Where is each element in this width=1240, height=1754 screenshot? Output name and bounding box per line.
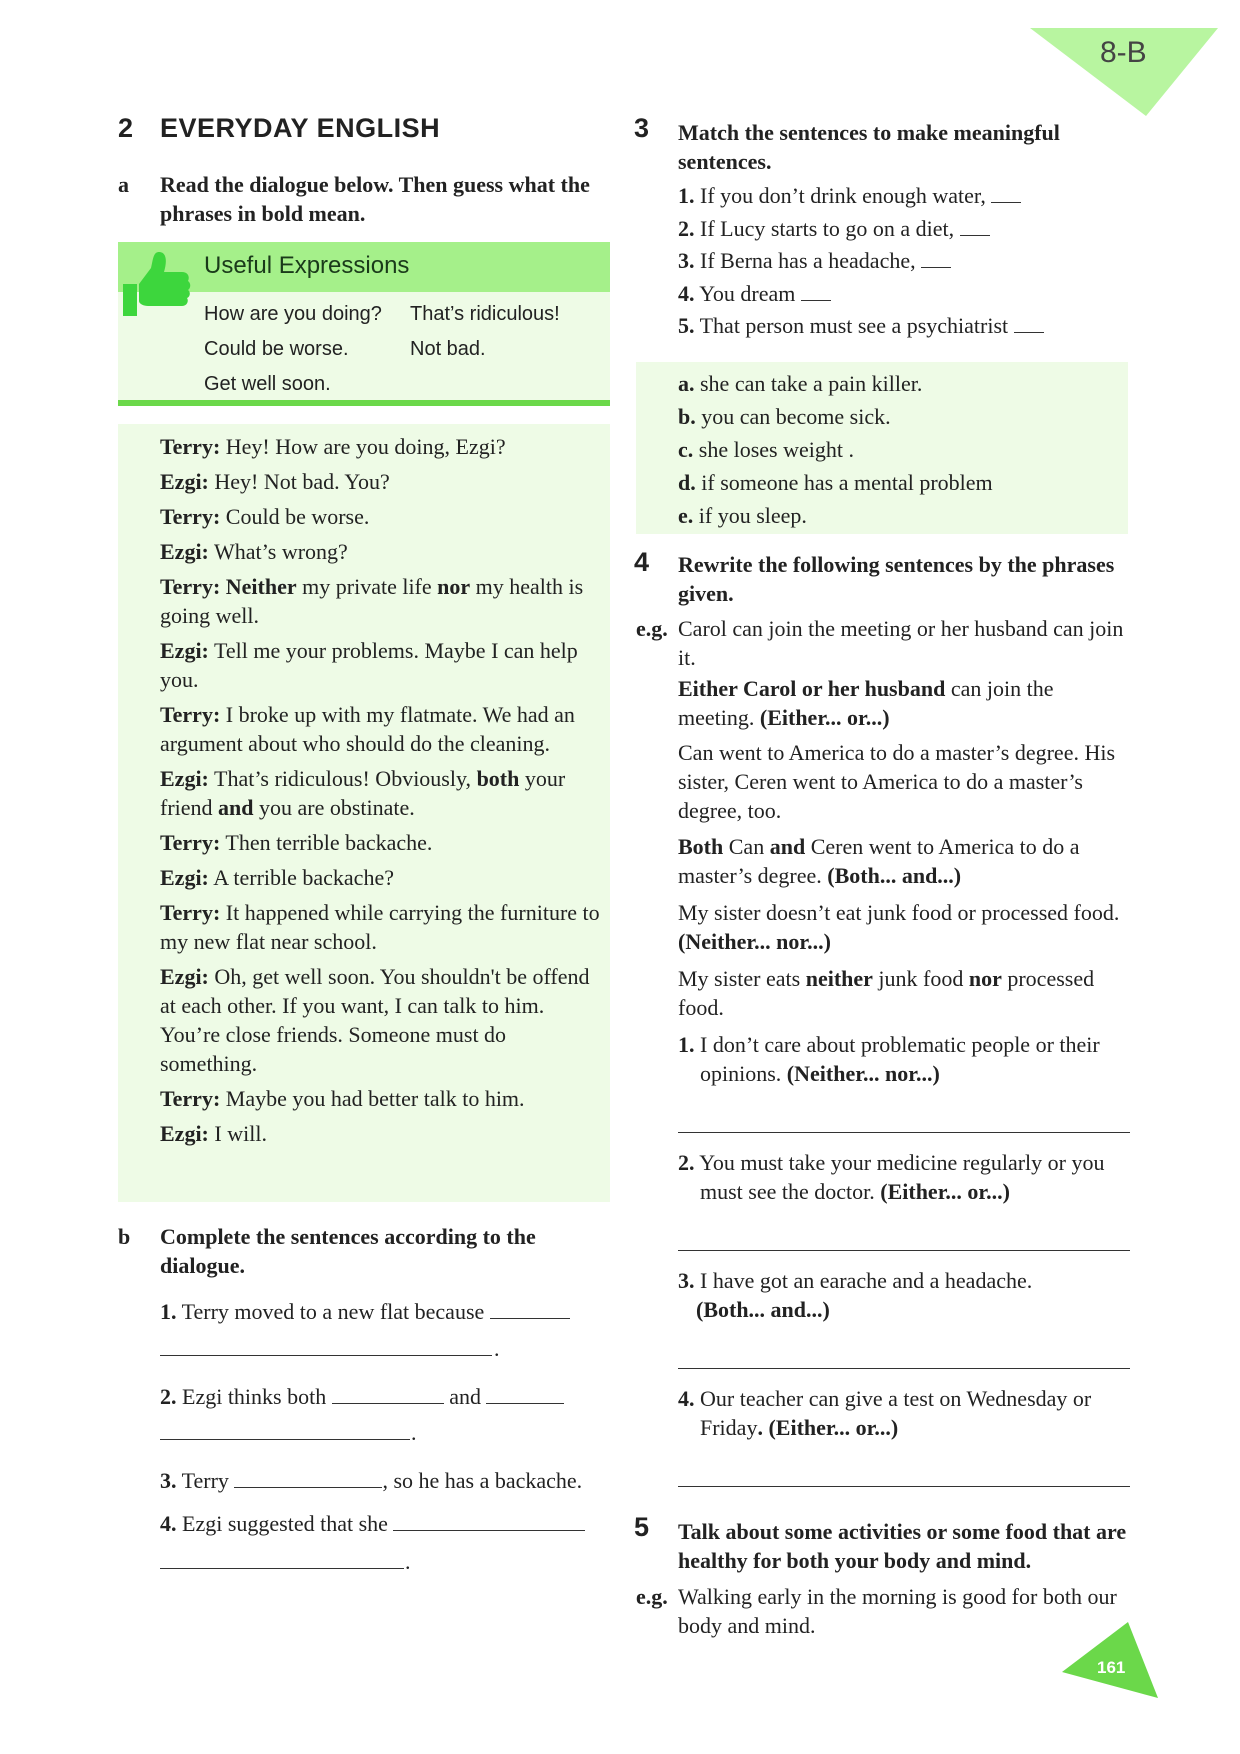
b-item-1-text: Terry moved to a new flat because bbox=[181, 1299, 485, 1324]
eg-answer-bold: Either Carol or her husband bbox=[678, 676, 946, 701]
expression-3: Could be worse. bbox=[204, 338, 349, 360]
section5-number: 5 bbox=[634, 1512, 650, 1542]
match-item-number: 3. bbox=[678, 248, 695, 273]
b-item-4-number: 4. bbox=[160, 1511, 177, 1536]
dialogue-line bbox=[160, 1119, 600, 1148]
ex3-a5: processed food. bbox=[678, 966, 1095, 1020]
s4-item-2-number: 2. bbox=[678, 1150, 695, 1175]
section5-eg-text: Walking early in the morning is good for both our body and mind. bbox=[678, 1584, 1117, 1638]
dialogue-text: Then terrible backache. bbox=[225, 830, 433, 855]
b-item-4 bbox=[160, 1509, 610, 1538]
match-item-text: That person must see a psychiatrist bbox=[699, 313, 1009, 338]
dialogue-speaker: Terry: bbox=[160, 574, 221, 599]
b-item-1-number: 1. bbox=[160, 1299, 177, 1324]
expression-5: Get well soon. bbox=[204, 373, 331, 395]
section4-example3-answer bbox=[678, 964, 1128, 1022]
b-item-1-period: . bbox=[494, 1336, 500, 1361]
dialogue-text: Tell me your problems. Maybe I can help you. bbox=[160, 638, 578, 692]
ex2-both: Both bbox=[678, 834, 724, 859]
dialogue-line bbox=[160, 467, 600, 496]
s4-item-3 bbox=[678, 1266, 1106, 1324]
dialogue-text: my health is going well. bbox=[160, 574, 584, 628]
s4-item-3-answer-line[interactable] bbox=[678, 1368, 1130, 1369]
s4-item-3-hint: (Both... and...) bbox=[696, 1297, 830, 1322]
dialogue-speaker: Ezgi: bbox=[160, 1121, 209, 1146]
eg-answer-hint: (Either... or...) bbox=[759, 705, 890, 730]
section3-items bbox=[678, 181, 1128, 344]
section3-number: 3 bbox=[634, 113, 650, 143]
s4-item-4-answer-line[interactable] bbox=[678, 1486, 1130, 1487]
b-item-4-blank-line2[interactable] bbox=[160, 1568, 404, 1569]
dialogue-speaker: Terry: bbox=[160, 1086, 221, 1111]
match-option-text: if someone has a mental problem bbox=[701, 470, 993, 495]
match-option-text: if you sleep. bbox=[698, 503, 807, 528]
dialogue-text: I broke up with my flatmate. We had an argument about who should do the cleaning. bbox=[160, 702, 575, 756]
ex2-can: Can bbox=[723, 834, 770, 859]
section4-instruction: Rewrite the following sentences by the phrases given. bbox=[678, 552, 1115, 606]
s4-item-4-text: Our teacher can give a test on Wednesday or Friday bbox=[700, 1386, 1092, 1440]
b-item-3-blank[interactable] bbox=[234, 1469, 382, 1488]
match-option bbox=[678, 435, 1118, 468]
match-item bbox=[678, 214, 1128, 247]
section2-title: EVERYDAY ENGLISH bbox=[160, 113, 441, 143]
match-item bbox=[678, 181, 1128, 214]
part-a-instruction: Read the dialogue below. Then guess what the phrases in bold mean. bbox=[160, 172, 590, 226]
s4-item-2-answer-line[interactable] bbox=[678, 1250, 1130, 1251]
dialogue-line bbox=[160, 764, 600, 822]
dialogue-text: Hey! How are you doing, Ezgi? bbox=[225, 434, 506, 459]
b-item-3-number: 3. bbox=[160, 1468, 177, 1493]
thumbs-up-icon bbox=[117, 250, 191, 324]
dialogue-text: I will. bbox=[214, 1121, 267, 1146]
match-option-letter: d. bbox=[678, 470, 696, 495]
dialogue-bold-phrase: both bbox=[476, 766, 520, 791]
section4-number: 4 bbox=[634, 547, 650, 577]
ex3-hint: (Neither... nor...) bbox=[678, 929, 831, 954]
s4-item-2-hint: (Either... or...) bbox=[880, 1179, 1011, 1204]
dialogue-bold-phrase: and bbox=[218, 795, 254, 820]
expression-2: That’s ridiculous! bbox=[410, 303, 560, 325]
ex2-and: and bbox=[769, 834, 806, 859]
s4-item-3-text: I have got an earache and a headache. bbox=[700, 1268, 1033, 1293]
dialogue bbox=[160, 432, 600, 1154]
s4-item-4-hint: . (Either... or...) bbox=[757, 1415, 899, 1440]
match-option-text: she can take a pain killer. bbox=[700, 371, 923, 396]
match-item-text: You dream bbox=[699, 280, 796, 306]
b-item-4-text: Ezgi suggested that she bbox=[182, 1511, 388, 1536]
dialogue-text: Maybe you had better talk to him. bbox=[225, 1086, 525, 1111]
match-option-text: she loses weight . bbox=[698, 437, 854, 462]
dialogue-line bbox=[160, 828, 600, 857]
dialogue-text: Oh, get well soon. You shouldn't be offend at each other. If you want, I can talk to him. You’re close friends. Someone must do something. bbox=[160, 964, 590, 1076]
section5-instruction: Talk about some activities or some food that are healthy for both your body and mind. bbox=[678, 1519, 1127, 1573]
s4-item-1-answer-line[interactable] bbox=[678, 1132, 1130, 1133]
expression-4: Not bad. bbox=[410, 338, 486, 360]
part-a-letter: a bbox=[118, 172, 129, 197]
dialogue-line bbox=[160, 898, 600, 956]
dialogue-speaker: Ezgi: bbox=[160, 766, 209, 791]
b-item-2 bbox=[160, 1382, 610, 1411]
dialogue-speaker: Terry: bbox=[160, 434, 221, 459]
match-item bbox=[678, 279, 1128, 312]
match-item-blank[interactable] bbox=[991, 184, 1021, 203]
match-item-blank[interactable] bbox=[1014, 314, 1044, 333]
match-item-blank[interactable] bbox=[801, 282, 831, 301]
b-item-2-blank-line2[interactable] bbox=[160, 1439, 410, 1440]
match-option bbox=[678, 402, 1118, 435]
match-option bbox=[678, 468, 1118, 501]
match-option-text: you can become sick. bbox=[701, 404, 891, 429]
dialogue-speaker: Ezgi: bbox=[160, 539, 209, 564]
match-item-number: 1. bbox=[678, 183, 695, 208]
unit-tab-label: 8-B bbox=[1100, 36, 1147, 69]
part-b-instruction: Complete the sentences according to the dialogue. bbox=[160, 1224, 536, 1278]
s4-item-4-number: 4. bbox=[678, 1386, 695, 1411]
dialogue-text: What’s wrong? bbox=[214, 539, 348, 564]
b-item-2-text1: Ezgi thinks both bbox=[182, 1384, 327, 1409]
useful-expressions-bottom-bar bbox=[118, 400, 610, 406]
section3-instruction: Match the sentences to make meaningful sentences. bbox=[678, 120, 1060, 174]
ex3-nor: nor bbox=[968, 966, 1002, 991]
b-item-1 bbox=[160, 1297, 610, 1326]
dialogue-speaker: Ezgi: bbox=[160, 964, 209, 989]
match-item-text: If Berna has a headache, bbox=[700, 248, 916, 273]
s4-item-1-hint: (Neither... nor...) bbox=[786, 1061, 940, 1086]
match-item-blank[interactable] bbox=[921, 249, 951, 268]
dialogue-text: my private life bbox=[296, 574, 438, 599]
match-item bbox=[678, 311, 1128, 344]
b-item-3-text1: Terry bbox=[181, 1468, 229, 1493]
dialogue-speaker: Terry: bbox=[160, 702, 221, 727]
ex2-hint: (Both... and...) bbox=[827, 863, 962, 888]
s4-item-2-text: You must take your medicine regularly or you must see the doctor. bbox=[699, 1150, 1105, 1204]
section5-eg-label: e.g. bbox=[636, 1584, 668, 1609]
dialogue-text: your friend bbox=[160, 766, 566, 820]
match-item bbox=[678, 246, 1128, 279]
dialogue-line bbox=[160, 962, 600, 1078]
section4-example2-text: Can went to America to do a master’s degree. His sister, Ceren went to America to do a master’s degree, too. bbox=[678, 740, 1116, 823]
match-item-number: 5. bbox=[678, 313, 695, 338]
s4-item-4 bbox=[678, 1384, 1110, 1442]
page-number: 161 bbox=[1097, 1658, 1126, 1677]
part-b-letter: b bbox=[118, 1224, 131, 1249]
dialogue-text: A terrible backache? bbox=[213, 865, 394, 890]
dialogue-speaker: Ezgi: bbox=[160, 469, 209, 494]
dialogue-speaker: Terry: bbox=[160, 900, 221, 925]
dialogue-text: Could be worse. bbox=[225, 504, 370, 529]
s4-item-3-number: 3. bbox=[678, 1268, 695, 1293]
match-option bbox=[678, 501, 1118, 534]
expression-1: How are you doing? bbox=[204, 303, 382, 325]
dialogue-text: you are obstinate. bbox=[253, 795, 415, 820]
match-option-letter: a. bbox=[678, 371, 695, 396]
b-item-2-number: 2. bbox=[160, 1384, 177, 1409]
b-item-3 bbox=[160, 1466, 610, 1495]
dialogue-speaker: Ezgi: bbox=[160, 865, 209, 890]
section4-example3-text bbox=[678, 898, 1128, 956]
s4-item-2 bbox=[678, 1148, 1110, 1206]
match-option-letter: c. bbox=[678, 437, 694, 462]
b-item-4-period: . bbox=[405, 1549, 411, 1574]
dialogue-speaker: Ezgi: bbox=[160, 638, 209, 663]
dialogue-line bbox=[160, 537, 600, 566]
ex2-rest: Ceren went to America to do a master’s degree. bbox=[678, 834, 1080, 888]
dialogue-speaker: Terry: bbox=[160, 830, 221, 855]
match-item-text: If Lucy starts to go on a diet, bbox=[700, 215, 955, 241]
match-option bbox=[678, 369, 1118, 402]
b-item-3-text2: , so he has a backache. bbox=[382, 1468, 583, 1493]
b-item-2-blank-2[interactable] bbox=[486, 1385, 564, 1404]
dialogue-line bbox=[160, 502, 600, 531]
match-item-number: 4. bbox=[678, 280, 695, 306]
ex3-a3: junk food bbox=[872, 966, 969, 991]
match-item-text: If you don’t drink enough water, bbox=[700, 183, 986, 208]
ex3-a1: My sister eats bbox=[678, 966, 806, 991]
section4-eg-answer bbox=[678, 674, 1128, 732]
dialogue-line bbox=[160, 700, 600, 758]
s4-item-1-text: I don’t care about problematic people or their opinions. bbox=[700, 1032, 1100, 1086]
dialogue-line bbox=[160, 1084, 600, 1113]
b-item-1-blank[interactable] bbox=[490, 1300, 570, 1319]
section4-eg-text: Carol can join the meeting or her husband can join it. bbox=[678, 616, 1124, 670]
b-item-2-text2: and bbox=[449, 1384, 481, 1409]
ex3-text: My sister doesn’t eat junk food or processed food. bbox=[678, 900, 1120, 925]
dialogue-bold-phrase: Neither bbox=[225, 574, 297, 599]
section2-number: 2 bbox=[118, 113, 134, 143]
ex3-neither: neither bbox=[805, 966, 873, 991]
eg-answer-rest: can join the meeting. bbox=[678, 676, 1054, 730]
dialogue-line bbox=[160, 863, 600, 892]
dialogue-line bbox=[160, 636, 600, 694]
match-option-letter: e. bbox=[678, 503, 694, 528]
dialogue-text: That’s ridiculous! Obviously, bbox=[214, 766, 477, 791]
dialogue-bold-phrase: nor bbox=[437, 574, 471, 599]
dialogue-line bbox=[160, 572, 600, 630]
dialogue-text: It happened while carrying the furniture to my new flat near school. bbox=[160, 900, 600, 954]
useful-expressions-title: Useful Expressions bbox=[204, 252, 410, 279]
b-item-2-period: . bbox=[411, 1420, 417, 1445]
match-item-blank[interactable] bbox=[960, 217, 990, 236]
dialogue-speaker: Terry: bbox=[160, 504, 221, 529]
b-item-2-blank-1[interactable] bbox=[332, 1385, 444, 1404]
section4-example2-answer bbox=[678, 832, 1128, 890]
s4-item-1 bbox=[678, 1030, 1110, 1088]
match-option-letter: b. bbox=[678, 404, 696, 429]
s4-item-1-number: 1. bbox=[678, 1032, 695, 1057]
b-item-4-blank[interactable] bbox=[393, 1512, 585, 1531]
dialogue-line bbox=[160, 432, 600, 461]
dialogue-text: Hey! Not bad. You? bbox=[214, 469, 390, 494]
b-item-1-blank-line2[interactable] bbox=[160, 1355, 492, 1356]
section4-eg-label: e.g. bbox=[636, 616, 668, 641]
match-item-number: 2. bbox=[678, 215, 695, 241]
match-options bbox=[678, 369, 1118, 534]
